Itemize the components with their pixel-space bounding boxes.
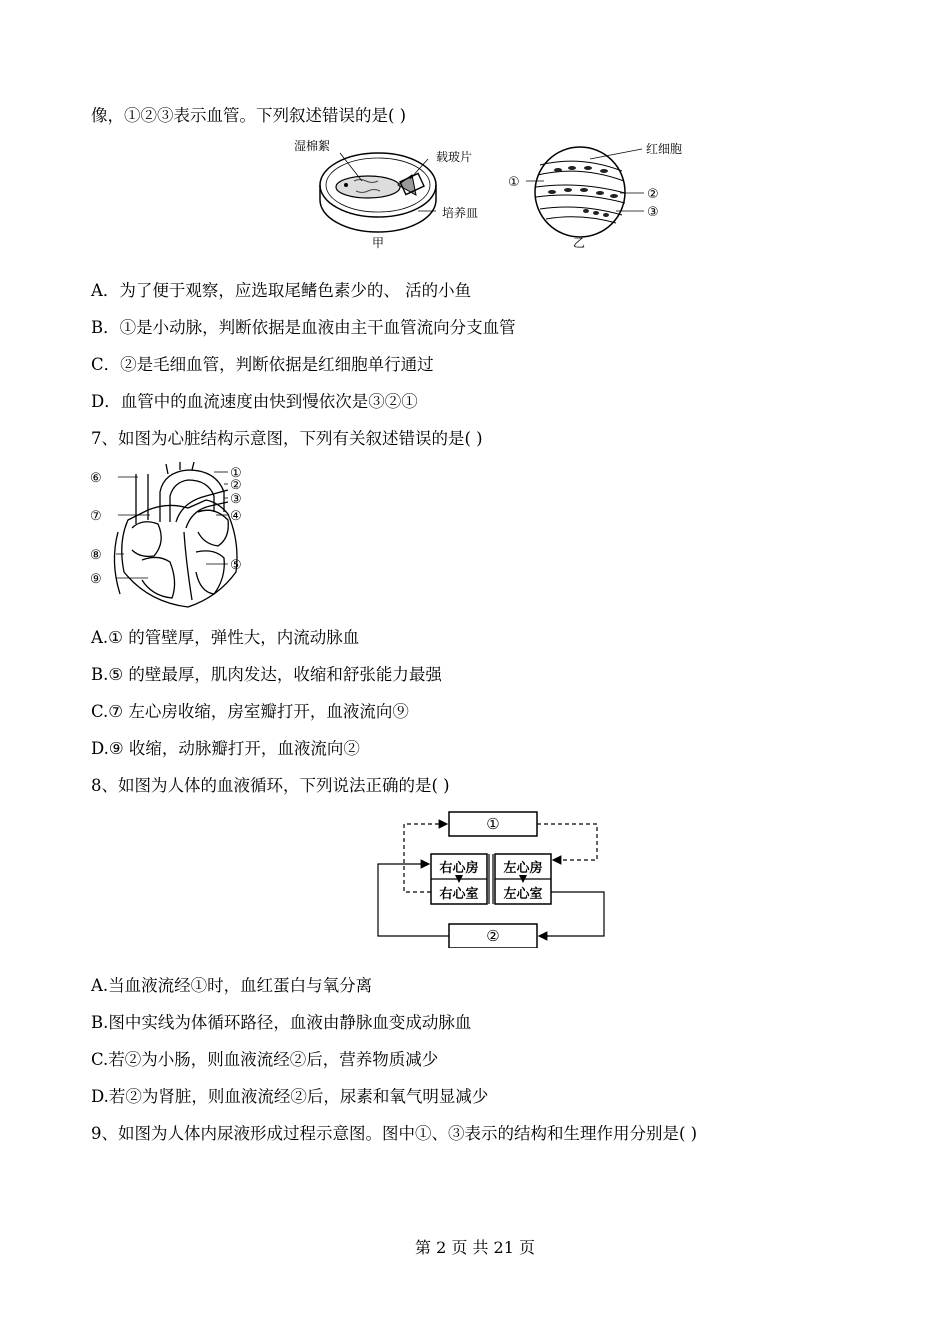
q8-option-b: B.图中实线为体循环路径，血液由静脉血变成动脉血 <box>91 1013 472 1032</box>
label-dish: 培养皿 <box>442 206 479 220</box>
q9-stem: 9、如图为人体内尿液形成过程示意图。图中①、③表示的结构和生理作用分别是( ) <box>91 1124 698 1143</box>
fish-shape <box>336 176 400 198</box>
q7-option-b: B.⑤ 的壁最厚，肌肉发达，收缩和舒张能力最强 <box>91 665 442 684</box>
left-ventricle: 左心室 <box>503 887 543 902</box>
label-vessel-3: ③ <box>647 205 659 220</box>
box-organ-label: ② <box>486 927 500 945</box>
q8-option-d: D.若②为肾脏，则血液流经②后，尿素和氧气明显减少 <box>91 1087 489 1106</box>
q8-option-a: A.当血液流经①时，血红蛋白与氧分离 <box>91 976 373 995</box>
left-atrium: 左心房 <box>503 861 543 876</box>
q6-stem: 像，①②③表示血管。下列叙述错误的是( ) <box>91 106 407 125</box>
heart-label-9: ⑨ <box>90 572 102 587</box>
q8-stem: 8、如图为人体的血液循环，下列说法正确的是( ) <box>91 776 450 795</box>
label-vessel-1: ① <box>508 175 520 190</box>
heart-label-2: ② <box>230 478 242 493</box>
label-rbc: 红细胞 <box>646 142 683 156</box>
page-footer: 第 2 页 共 21 页 <box>415 1238 535 1257</box>
heart-label-7: ⑦ <box>90 509 102 524</box>
q7-option-d: D.⑨ 收缩，动脉瓣打开，血液流向② <box>91 739 360 758</box>
label-slide: 载玻片 <box>436 150 473 164</box>
heart-label-4: ④ <box>230 509 242 524</box>
q7-stem: 7、如图为心脏结构示意图，下列有关叙述错误的是( ) <box>91 429 483 448</box>
caption-jia: 甲 <box>372 236 385 250</box>
caption-yi: 乙 <box>573 236 586 250</box>
right-ventricle: 右心室 <box>439 887 479 902</box>
right-atrium: 右心房 <box>439 861 479 876</box>
heart-label-5: ⑤ <box>230 558 242 573</box>
label-wet-cotton: 湿棉絮 <box>294 139 331 153</box>
heart-label-8: ⑧ <box>90 548 102 563</box>
q6-option-c: C．②是毛细血管，判断依据是红细胞单行通过 <box>91 355 434 374</box>
q6-figure <box>290 135 710 255</box>
q6-option-a: A．为了便于观察，应选取尾鳍色素少的、 活的小鱼 <box>91 281 472 300</box>
q6-option-b: B．①是小动脉，判断依据是血液由主干血管流向分支血管 <box>91 318 516 337</box>
q7-option-c: C.⑦ 左心房收缩，房室瓣打开，血液流向⑨ <box>91 702 409 721</box>
label-vessel-2: ② <box>647 187 659 202</box>
circulation-diagram <box>370 808 620 948</box>
box-lung-label: ① <box>486 815 500 833</box>
heart-label-1: ① <box>230 466 242 481</box>
q8-option-c: C.若②为小肠，则血液流经②后，营养物质减少 <box>91 1050 439 1069</box>
heart-label-6: ⑥ <box>90 471 102 486</box>
q7-option-a: A.① 的管壁厚，弹性大，内流动脉血 <box>91 628 360 647</box>
q6-option-d: D．血管中的血流速度由快到慢依次是③②① <box>91 392 418 411</box>
heart-diagram <box>88 462 258 612</box>
heart-label-3: ③ <box>230 492 242 507</box>
